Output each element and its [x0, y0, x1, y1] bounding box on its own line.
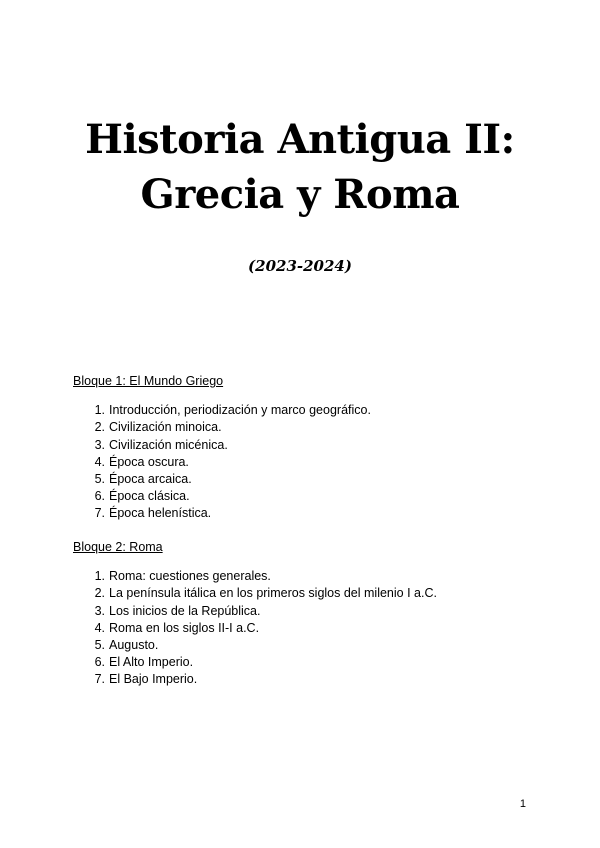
- list-item: [73, 654, 553, 671]
- item-number: 6.: [94, 655, 105, 670]
- item-text: Civilización minoica.: [109, 420, 222, 435]
- item-number: 1.: [94, 569, 105, 584]
- item-text: Roma en los siglos II-I a.C.: [109, 620, 260, 635]
- list-item: [73, 671, 553, 688]
- item-number: 7.: [94, 672, 105, 687]
- item-number: 3.: [94, 603, 105, 618]
- item-text: La península itálica en los primeros siglos del milenio I a.C.: [109, 586, 437, 601]
- block-title: Bloque 1: El Mundo Griego: [73, 374, 224, 388]
- item-text: Roma: cuestiones generales.: [109, 569, 271, 584]
- list-item: [73, 603, 553, 620]
- item-number: 4.: [94, 454, 105, 469]
- item-number: 4.: [94, 620, 105, 635]
- title-line-1: Historia Antigua II:: [85, 116, 515, 163]
- item-text: El Bajo Imperio.: [109, 672, 198, 687]
- list-item: [73, 488, 553, 505]
- item-text: Los inicios de la República.: [109, 603, 261, 618]
- list-item: [73, 505, 553, 522]
- block-greek-world: [73, 373, 553, 523]
- item-number: 3.: [94, 437, 105, 452]
- list-item: [73, 454, 553, 471]
- title-line-2: Grecia y Roma: [140, 171, 460, 218]
- item-number: 1.: [94, 403, 105, 418]
- item-text: Época oscura.: [109, 454, 189, 469]
- item-text: Introducción, periodización y marco geográfico.: [109, 403, 371, 418]
- document-title: [0, 112, 600, 222]
- page-number: 1: [519, 798, 526, 810]
- block-title: Bloque 2: Roma: [73, 540, 163, 554]
- item-number: 5.: [94, 638, 105, 653]
- topic-list: [73, 402, 553, 522]
- block-rome: [73, 539, 553, 689]
- list-item: [73, 568, 553, 585]
- list-item: [73, 437, 553, 454]
- item-text: Civilización micénica.: [109, 437, 228, 452]
- item-text: El Alto Imperio.: [109, 655, 194, 670]
- list-item: [73, 402, 553, 419]
- item-number: 6.: [94, 489, 105, 504]
- list-item: [73, 585, 553, 602]
- academic-year: (2023-2024): [248, 257, 352, 275]
- item-text: Época arcaica.: [109, 472, 192, 487]
- item-text: Augusto.: [109, 638, 159, 653]
- item-number: 7.: [94, 506, 105, 521]
- item-number: 5.: [94, 472, 105, 487]
- list-item: [73, 637, 553, 654]
- topic-list: [73, 568, 553, 688]
- item-text: Época clásica.: [109, 489, 190, 504]
- list-item: [73, 620, 553, 637]
- list-item: [73, 419, 553, 436]
- item-text: Época helenística.: [109, 506, 212, 521]
- item-number: 2.: [94, 586, 105, 601]
- item-number: 2.: [94, 420, 105, 435]
- list-item: [73, 471, 553, 488]
